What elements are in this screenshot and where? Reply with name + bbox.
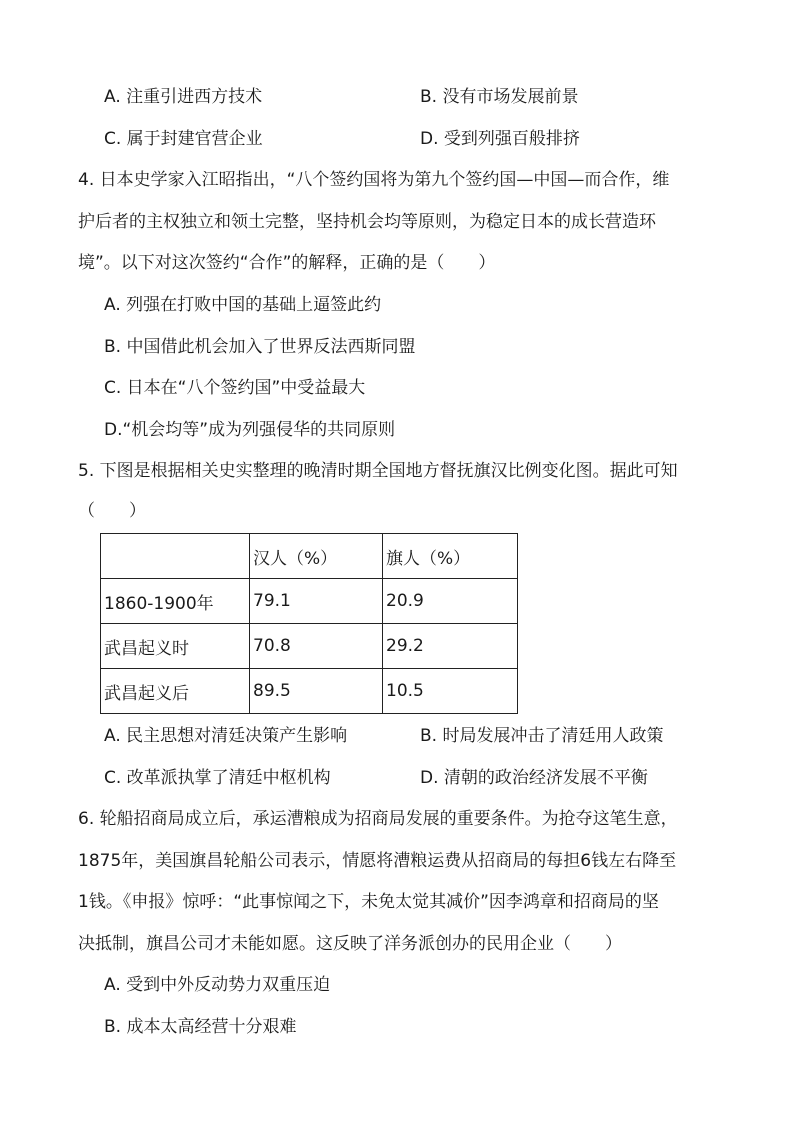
table-cell: 武昌起义后 (101, 669, 250, 714)
q5-option-c: C. 改革派执掌了清廷中枢机构 (104, 768, 331, 788)
q4-stem-line2: 护后者的主权独立和领土完整，坚持机会均等原则，为稳定日本的成长营造环 (78, 212, 656, 232)
q5-option-a: A. 民主思想对清廷决策产生影响 (104, 726, 348, 746)
q6-option-b: B. 成本太高经营十分艰难 (104, 1017, 297, 1037)
table-cell: 79.1 (250, 579, 383, 624)
q5-data-table (100, 533, 518, 714)
q5-option-d: D. 清朝的政治经济发展不平衡 (420, 768, 648, 788)
table-cell: 70.8 (250, 624, 383, 669)
table-cell: 10.5 (383, 669, 518, 714)
table-cell: 29.2 (383, 624, 518, 669)
q4-stem-line3: 境”。以下对这次签约“合作”的解释，正确的是（ ） (78, 253, 496, 273)
q6-stem-line4: 决抵制，旗昌公司才未能如愿。这反映了洋务派创办的民用企业（ ） (78, 934, 622, 954)
table-cell: 1860-1900年 (101, 579, 250, 624)
q6-stem-line1: 6. 轮船招商局成立后，承运漕粮成为招商局发展的重要条件。为抢夺这笔生意， (78, 809, 678, 829)
q4-option-a: A. 列强在打败中国的基础上逼签此约 (104, 295, 382, 315)
table-header-cell: 汉人（%） (250, 534, 383, 579)
q6-stem-line2: 1875年，美国旗昌轮船公司表示，情愿将漕粮运费从招商局的每担6钱左右降至 (78, 851, 677, 871)
q4-option-d: D.“机会均等”成为列强侵华的共同原则 (104, 420, 396, 440)
q4-stem-line1: 4. 日本史学家入江昭指出，“八个签约国将为第九个签约国—中国—而合作，维 (78, 170, 670, 190)
q6-stem-line3: 1钱。《申报》惊呼：“此事惊闻之下，未免太觉其减价”因李鸿章和招商局的坚 (78, 892, 659, 912)
q5-stem-line2: （ ） (78, 501, 146, 521)
table-header-cell (101, 534, 250, 579)
table-cell: 89.5 (250, 669, 383, 714)
q6-option-a: A. 受到中外反动势力双重压迫 (104, 975, 331, 995)
table-cell: 武昌起义时 (101, 624, 250, 669)
q3-option-b: B. 没有市场发展前景 (420, 87, 579, 107)
q4-option-c: C. 日本在“八个签约国”中受益最大 (104, 378, 366, 398)
table-cell: 20.9 (383, 579, 518, 624)
q3-option-d: D. 受到列强百般排挤 (420, 129, 580, 149)
table-row (101, 669, 518, 714)
q5-option-b: B. 时局发展冲击了清廷用人政策 (420, 726, 664, 746)
table-row (101, 579, 518, 624)
table-header-row (101, 534, 518, 579)
q3-option-c: C. 属于封建官营企业 (104, 129, 263, 149)
table-header-cell: 旗人（%） (383, 534, 518, 579)
table-row (101, 624, 518, 669)
q4-option-b: B. 中国借此机会加入了世界反法西斯同盟 (104, 337, 416, 357)
q5-stem-line1: 5. 下图是根据相关史实整理的晚清时期全国地方督抚旗汉比例变化图。据此可知 (78, 461, 678, 481)
q3-option-a: A. 注重引进西方技术 (104, 87, 263, 107)
